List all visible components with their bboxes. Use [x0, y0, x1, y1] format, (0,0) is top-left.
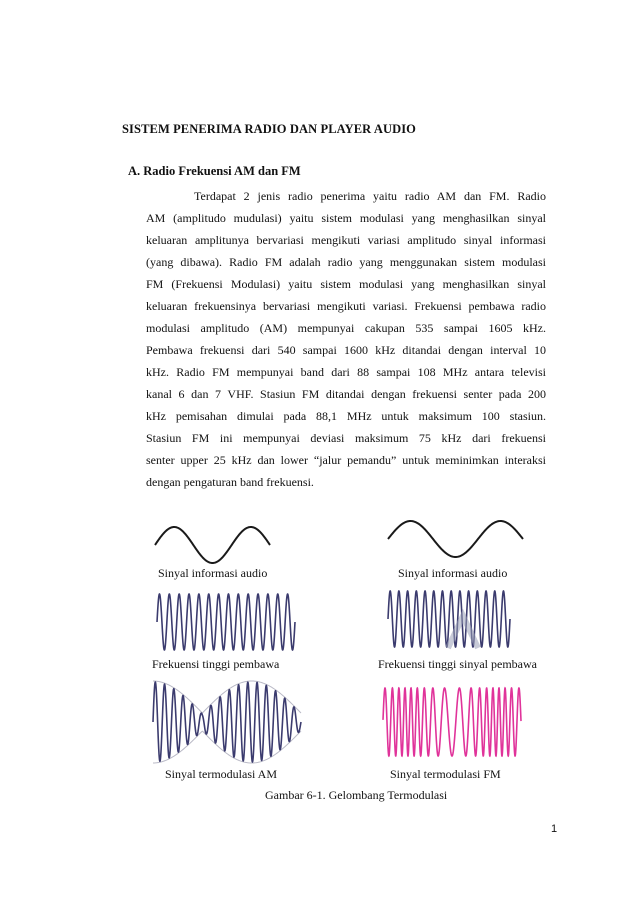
paragraph-line: FM (Frekuensi Modulasi) yaitu sistem modulasi yang menghasilkan sinyal: [146, 277, 546, 291]
am-modulated-label: Sinyal termodulasi AM: [165, 767, 277, 781]
paragraph-line: Terdapat 2 jenis radio penerima yaitu radio AM dan FM. Radio: [194, 189, 546, 203]
fm-info-wave: [388, 514, 528, 564]
body-paragraph: [146, 185, 546, 493]
am-carrier-label: Frekuensi tinggi pembawa: [152, 657, 280, 671]
paragraph-line: AM (amplitudo mudulasi) yaitu sistem modulasi yang menghasilkan sinyal: [146, 211, 546, 225]
am-info-label: Sinyal informasi audio: [158, 566, 268, 580]
paragraph-line: kHz. Radio FM mempunyai band dari 88 sampai 108 MHz antara televisi: [146, 365, 546, 379]
paragraph-line: Pembawa frekuensi dari 540 sampai 1600 kHz ditandai dengan interval 10: [146, 343, 546, 357]
paragraph-line: senter upper 25 kHz dan lower “jalur pemandu” untuk meminimkan interaksi: [146, 453, 546, 467]
paragraph-line: kanal 6 dan 7 VHF. Stasiun FM ditandai dengan frekuensi senter pada 200: [146, 387, 546, 401]
figure-caption: Gambar 6-1. Gelombang Termodulasi: [265, 788, 448, 802]
paragraph-line: (yang dibawa). Radio FM adalah radio yang menggunakan sistem modulasi: [146, 255, 546, 269]
paragraph-line: keluaran frekuensinya bervariasi mengikuti variasi. Frekuensi pembawa radio: [146, 299, 546, 313]
paragraph-line: keluaran amplitunya bervariasi mengikuti variasi amplitudo sinyal informasi: [146, 233, 546, 247]
paragraph-line: modulasi amplitudo (AM) mempunyai cakupan 535 sampai 1605 kHz.: [146, 321, 546, 335]
fm-carrier-wave: [388, 588, 513, 650]
am-modulated-wave: [153, 680, 303, 764]
page-number: 1: [551, 823, 558, 835]
fm-modulated-label: Sinyal termodulasi FM: [390, 767, 501, 781]
paragraph-line: dengan pengaturan band frekuensi.: [146, 475, 314, 489]
fm-carrier-wave-line: [388, 591, 510, 647]
fm-info-label: Sinyal informasi audio: [398, 566, 508, 580]
fm-modulated-wave: [383, 683, 523, 761]
fm-modulated-wave-line: [383, 688, 521, 756]
am-info-wave-line: [155, 527, 270, 563]
paragraph-line: kHz pemisahan dimulai pada 88,1 MHz untuk maksimum 100 stasiun.: [146, 409, 546, 423]
am-carrier-wave: [157, 591, 297, 653]
section-heading: A. Radio Frekuensi AM dan FM: [128, 164, 301, 178]
am-carrier-wave-line: [157, 594, 295, 650]
am-info-wave: [155, 520, 275, 570]
paragraph-line: Stasiun FM ini mempunyai deviasi maksimum 75 kHz dari frekuensi: [146, 431, 546, 445]
fm-carrier-label: Frekuensi tinggi sinyal pembawa: [378, 657, 537, 671]
fm-info-wave-line: [388, 521, 523, 557]
am-modulated-wave-line: [153, 682, 301, 762]
document-title: SISTEM PENERIMA RADIO DAN PLAYER AUDIO: [122, 122, 417, 136]
